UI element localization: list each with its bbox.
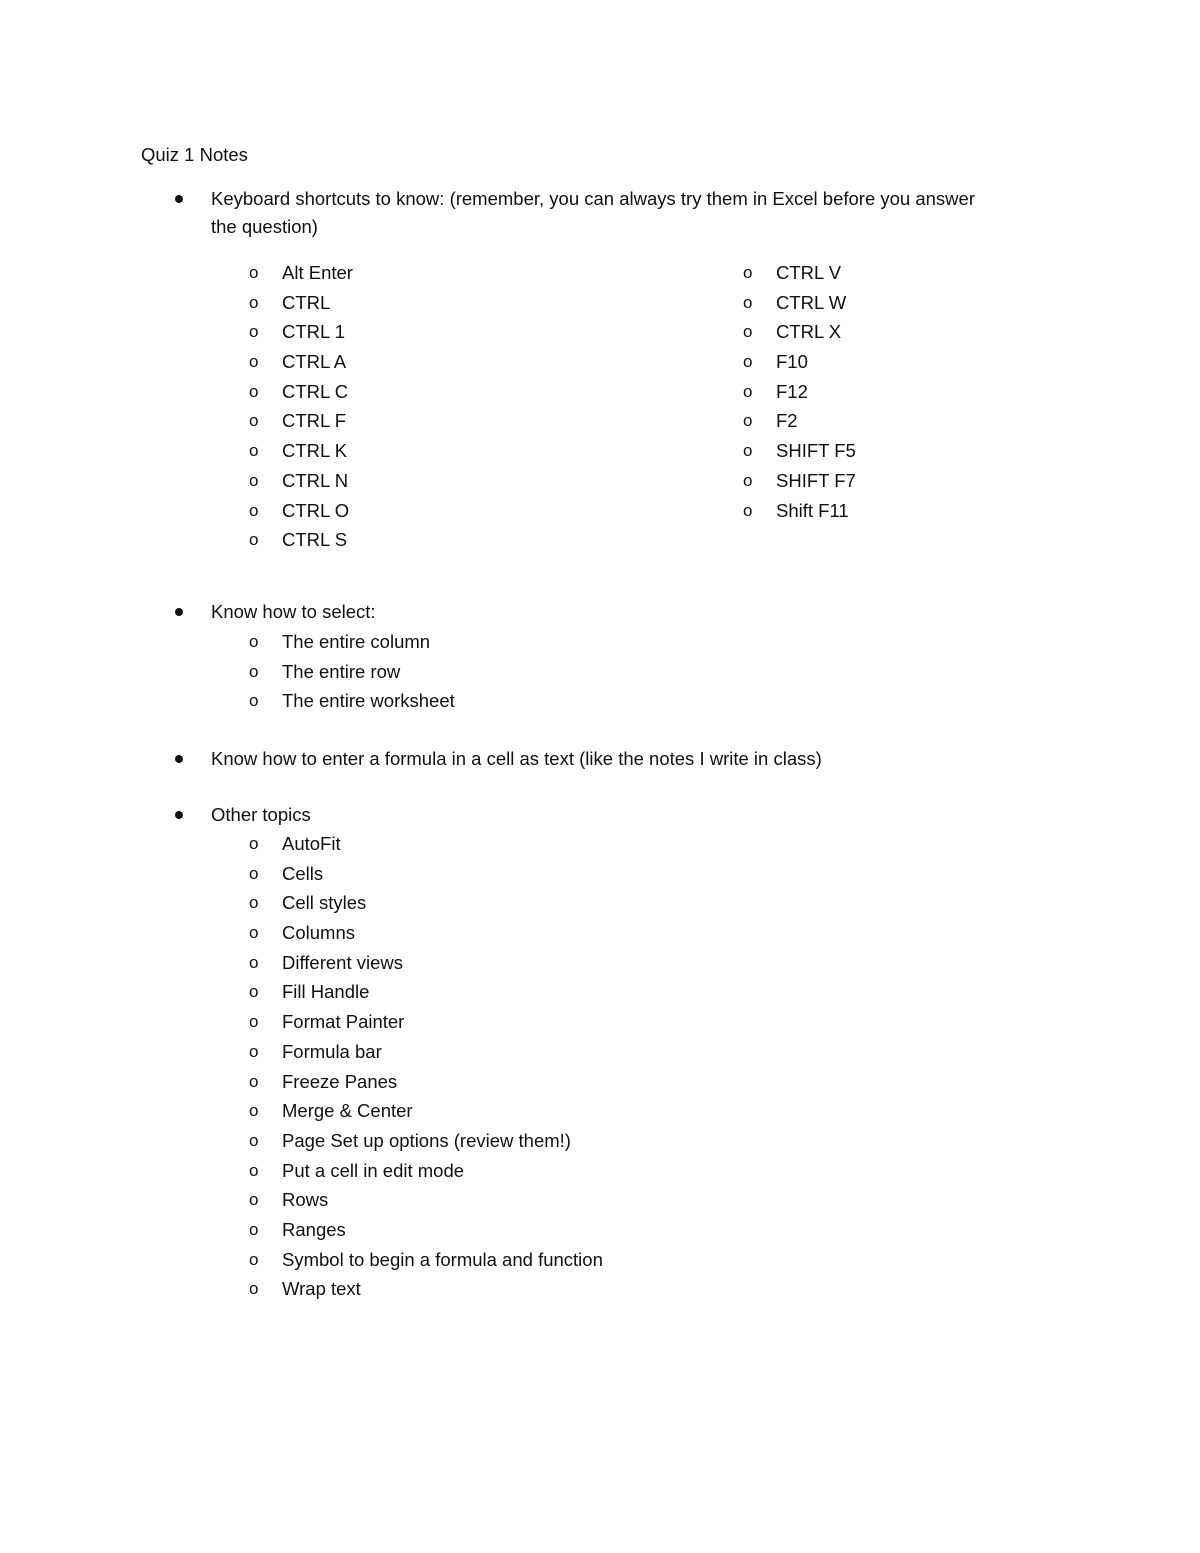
list-item-label: CTRL C xyxy=(282,380,349,402)
list-item-label: CTRL xyxy=(282,291,331,313)
bullet-dot-icon xyxy=(175,608,183,616)
list-item-label: CTRL X xyxy=(776,321,842,343)
circle-bullet-icon: o xyxy=(249,1249,259,1269)
circle-bullet-icon: o xyxy=(743,292,753,312)
circle-bullet-icon: o xyxy=(249,263,259,282)
circle-bullet-icon: o xyxy=(249,863,259,883)
list-item-label: CTRL A xyxy=(282,351,347,373)
list-item-label: F2 xyxy=(776,410,798,432)
circle-bullet-icon: o xyxy=(743,441,753,461)
circle-bullet-icon: o xyxy=(249,661,259,681)
circle-bullet-icon: o xyxy=(743,500,753,520)
list-item-label: Freeze Panes xyxy=(282,1070,398,1092)
list-item-label: Cells xyxy=(282,862,324,884)
list-item-label: CTRL K xyxy=(282,440,348,462)
list-item-label: CTRL 1 xyxy=(282,321,346,343)
list-item-label: SHIFT F7 xyxy=(776,469,856,491)
circle-bullet-icon: o xyxy=(249,1071,259,1091)
circle-bullet-icon: o xyxy=(249,352,259,372)
bullet-text: Know how to enter a formula in a cell as text (like the notes I write in class) xyxy=(211,748,822,769)
list-item-label: CTRL N xyxy=(282,469,349,491)
list-item-label: AutoFit xyxy=(282,833,341,854)
circle-bullet-icon: o xyxy=(249,530,259,550)
list-item-label: Cell styles xyxy=(282,892,367,914)
list-item-label: Page Set up options (review them!) xyxy=(282,1129,571,1151)
circle-bullet-icon: o xyxy=(743,352,753,372)
list-item-label: Format Painter xyxy=(282,1011,405,1033)
circle-bullet-icon: o xyxy=(249,632,259,651)
circle-bullet-icon: o xyxy=(249,1041,259,1061)
circle-bullet-icon: o xyxy=(743,263,753,282)
circle-bullet-icon: o xyxy=(249,1190,259,1210)
list-item-label: Alt Enter xyxy=(282,262,353,283)
list-item-label: Merge & Center xyxy=(282,1100,413,1122)
bullet-dot-icon xyxy=(175,755,183,763)
circle-bullet-icon: o xyxy=(249,1279,259,1299)
list-item-label: Fill Handle xyxy=(282,981,370,1003)
circle-bullet-icon: o xyxy=(249,1101,259,1121)
list-item-label: CTRL O xyxy=(282,499,350,521)
list-item-label: Wrap text xyxy=(282,1278,361,1300)
list-item-label: CTRL W xyxy=(776,291,847,313)
bullet-dot-icon xyxy=(175,811,183,819)
circle-bullet-icon: o xyxy=(249,691,259,711)
bullet-text-line1: Keyboard shortcuts to know: (remember, you can always try them in Excel before you answer xyxy=(211,188,975,209)
circle-bullet-icon: o xyxy=(249,411,259,431)
list-item-label: The entire row xyxy=(282,660,401,682)
circle-bullet-icon: o xyxy=(249,952,259,972)
list-item-label: Shift F11 xyxy=(776,499,849,521)
circle-bullet-icon: o xyxy=(249,322,259,342)
circle-bullet-icon: o xyxy=(743,470,753,490)
list-item-label: The entire worksheet xyxy=(282,690,455,712)
bullet-text: Other topics xyxy=(211,804,311,825)
list-item-label: Ranges xyxy=(282,1218,346,1240)
circle-bullet-icon: o xyxy=(249,982,259,1002)
list-item-label: Formula bar xyxy=(282,1040,382,1062)
circle-bullet-icon: o xyxy=(249,470,259,490)
list-item-label: The entire column xyxy=(282,631,431,652)
circle-bullet-icon: o xyxy=(249,441,259,461)
circle-bullet-icon: o xyxy=(249,893,259,913)
bullet-text-line2: the question) xyxy=(211,216,318,237)
list-item-label: CTRL V xyxy=(776,262,842,283)
bullet-dot-icon xyxy=(175,195,183,203)
circle-bullet-icon: o xyxy=(249,381,259,401)
list-item-label: Columns xyxy=(282,922,355,944)
circle-bullet-icon: o xyxy=(249,1219,259,1239)
circle-bullet-icon: o xyxy=(249,500,259,520)
circle-bullet-icon: o xyxy=(249,834,259,853)
list-item-label: Symbol to begin a formula and function xyxy=(282,1248,603,1270)
circle-bullet-icon: o xyxy=(249,1130,259,1150)
list-item-label: Rows xyxy=(282,1189,329,1211)
list-item-label: CTRL S xyxy=(282,529,348,551)
list-item-label: F12 xyxy=(776,380,808,402)
list-item-label: F10 xyxy=(776,351,808,373)
list-item-label: SHIFT F5 xyxy=(776,440,856,462)
bullet-text: Know how to select: xyxy=(211,601,376,622)
circle-bullet-icon: o xyxy=(743,381,753,401)
list-item-label: CTRL F xyxy=(282,410,347,432)
list-item-label: Put a cell in edit mode xyxy=(282,1159,465,1181)
circle-bullet-icon: o xyxy=(249,292,259,312)
circle-bullet-icon: o xyxy=(249,1012,259,1032)
circle-bullet-icon: o xyxy=(249,1160,259,1180)
circle-bullet-icon: o xyxy=(743,322,753,342)
circle-bullet-icon: o xyxy=(743,411,753,431)
page-title: Quiz 1 Notes xyxy=(141,144,248,165)
list-item-label: Different views xyxy=(282,951,403,973)
circle-bullet-icon: o xyxy=(249,923,259,943)
